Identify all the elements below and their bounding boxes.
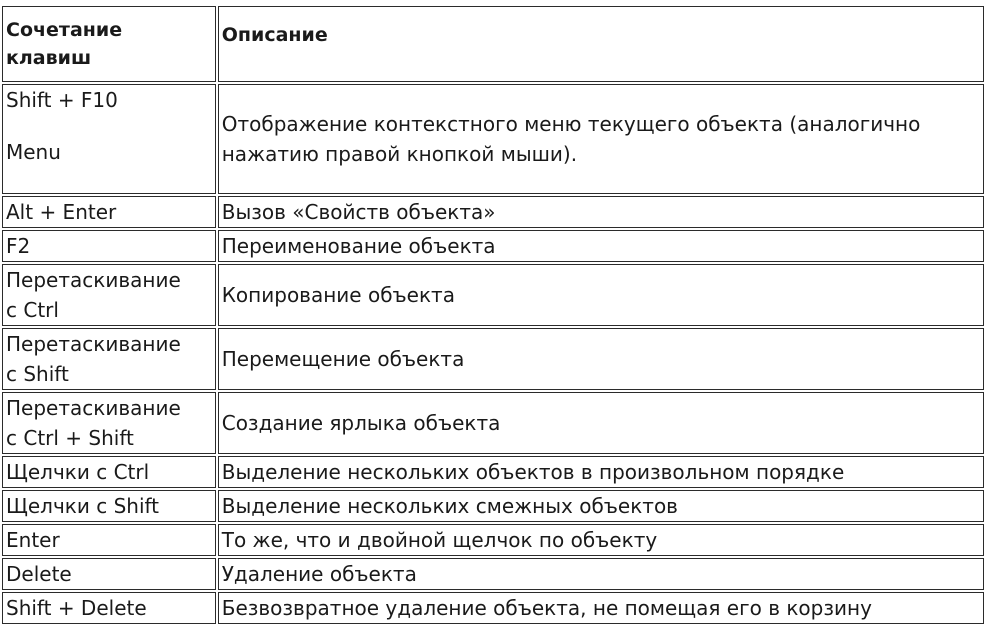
table-row [2, 264, 984, 326]
shortcuts-table [0, 4, 984, 626]
table-row [2, 328, 984, 390]
description-cell: То же, что и двойной щелчок по объекту [218, 524, 984, 556]
table-header-row [2, 6, 984, 82]
description-cell: Отображение контекстного меню текущего объекта (аналогично нажатию правой кнопкой мыши). [218, 84, 984, 194]
key-cell: Перетаскивание с Ctrl + Shift [2, 392, 216, 454]
description-cell: Переименование объекта [218, 230, 984, 262]
description-cell: Копирование объекта [218, 264, 984, 326]
description-cell: Вызов «Свойств объекта» [218, 196, 984, 228]
table-row [2, 490, 984, 522]
key-cell: Shift + Delete [2, 592, 216, 624]
key-cell [2, 84, 216, 194]
description-cell: Удаление объекта [218, 558, 984, 590]
key-cell: Перетаскивание с Ctrl [2, 264, 216, 326]
table-row [2, 392, 984, 454]
key-cell: F2 [2, 230, 216, 262]
key-cell: Щелчки с Ctrl [2, 456, 216, 488]
table-row [2, 230, 984, 262]
table-row [2, 558, 984, 590]
key-label: Menu [6, 140, 61, 164]
description-cell: Выделение нескольких объектов в произвольном порядке [218, 456, 984, 488]
table-row [2, 524, 984, 556]
description-cell: Создание ярлыка объекта [218, 392, 984, 454]
table-row [2, 84, 984, 194]
key-label: Shift + F10 [6, 88, 118, 112]
table-row [2, 196, 984, 228]
table-row [2, 592, 984, 624]
table-row [2, 456, 984, 488]
key-cell: Enter [2, 524, 216, 556]
key-cell: Перетаскивание с Shift [2, 328, 216, 390]
key-cell: Alt + Enter [2, 196, 216, 228]
description-cell: Безвозвратное удаление объекта, не помещая его в корзину [218, 592, 984, 624]
key-cell: Щелчки с Shift [2, 490, 216, 522]
key-cell: Delete [2, 558, 216, 590]
header-description: Описание [218, 6, 984, 82]
description-cell: Выделение нескольких смежных объектов [218, 490, 984, 522]
header-key-combination: Сочетание клавиш [2, 6, 216, 82]
description-cell: Перемещение объекта [218, 328, 984, 390]
